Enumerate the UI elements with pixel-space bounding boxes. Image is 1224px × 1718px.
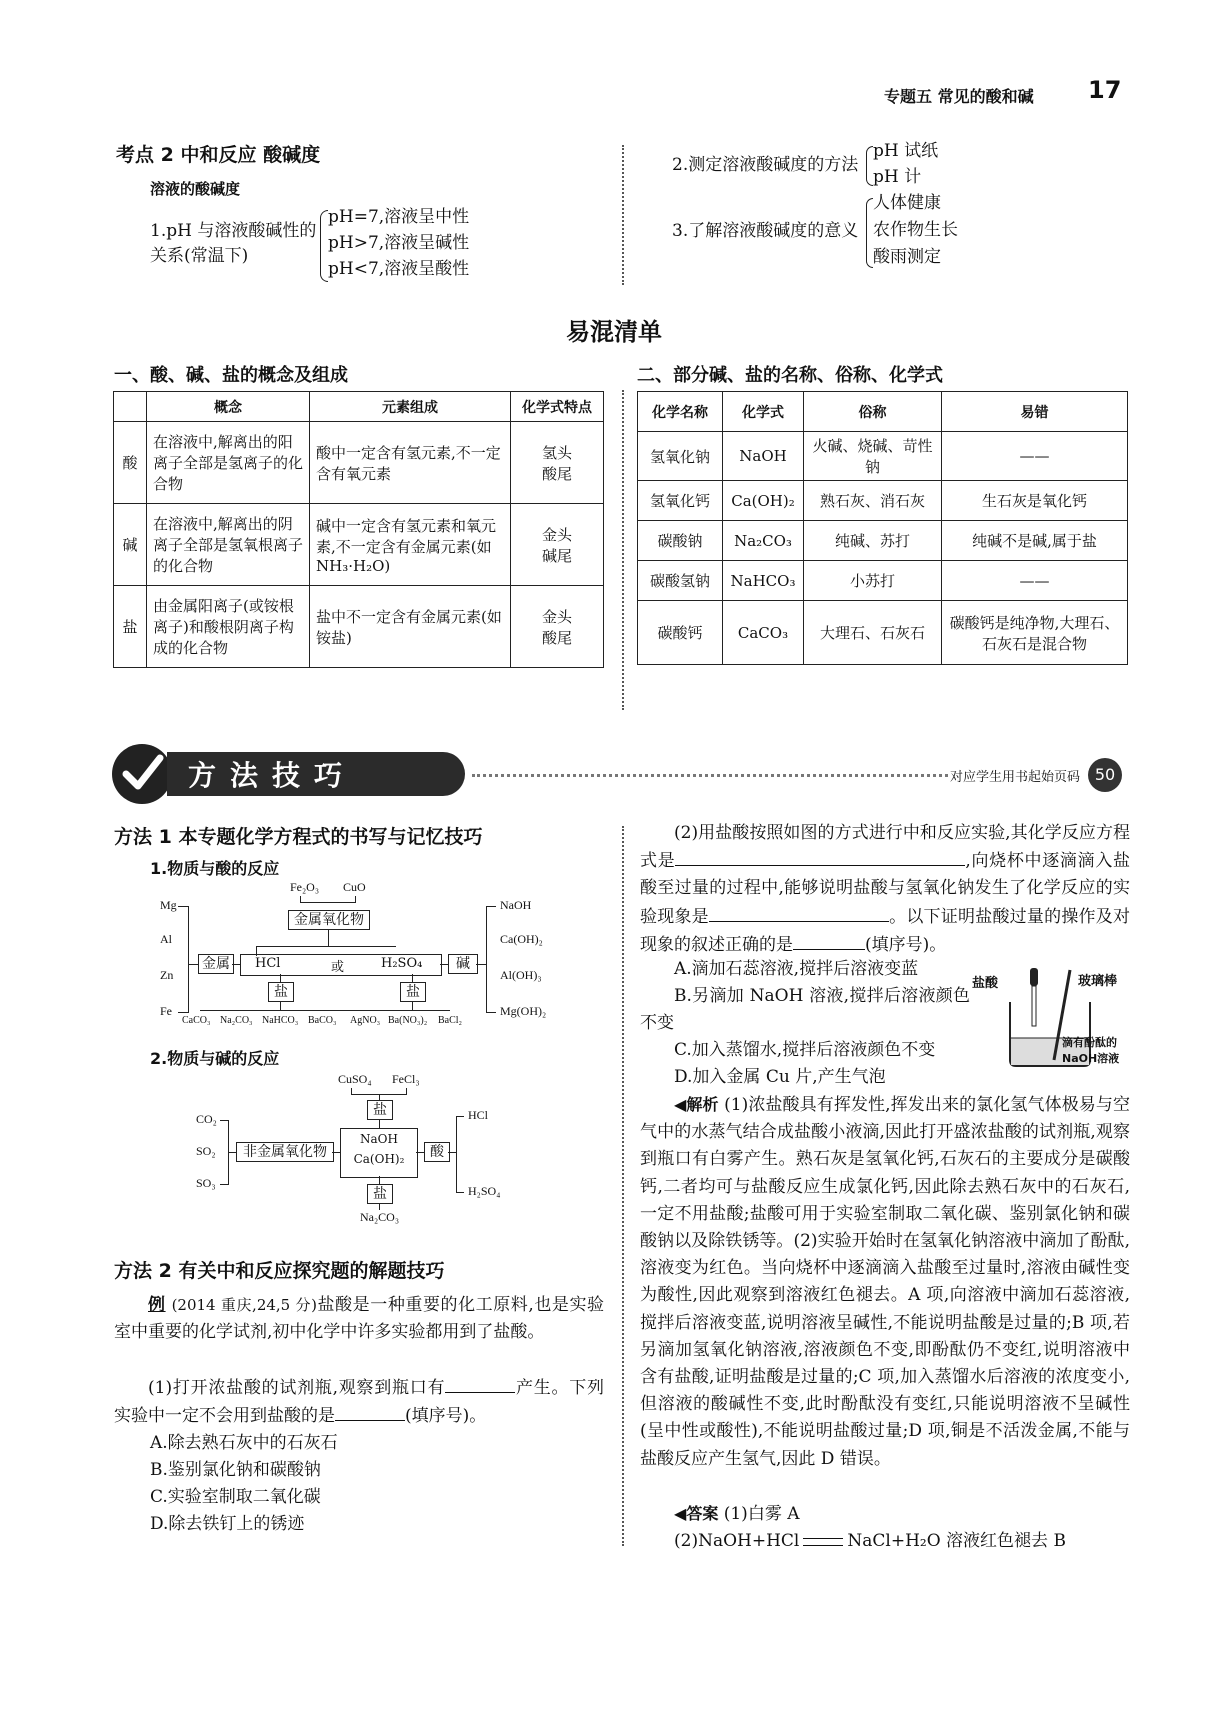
ph-meter: pH 计 xyxy=(873,167,922,187)
col-header: 俗称 xyxy=(804,392,942,432)
salt-box: 盐 xyxy=(268,982,294,1002)
method-banner xyxy=(112,738,1122,798)
method1-sub1: 1.物质与酸的反应 xyxy=(150,859,280,878)
example-source: (2014 重庆,24,5 分) xyxy=(171,1296,317,1314)
top-fecl3: FeCl₃ xyxy=(392,1072,420,1086)
page-number: 17 xyxy=(1088,76,1122,104)
option-a: A.除去熟石灰中的石灰石 xyxy=(150,1433,338,1453)
beaker-figure xyxy=(970,960,1130,1070)
ph-neutral: pH=7,溶液呈中性 xyxy=(328,207,470,227)
row-name: 盐 xyxy=(114,586,147,668)
salt-agno3: AgNO₃ xyxy=(350,1015,381,1026)
left-so2: SO₂ xyxy=(196,1144,216,1158)
cell: 氢氧化钙 xyxy=(638,481,723,521)
brace xyxy=(320,210,328,282)
base-mgoh2: Mg(OH)₂ xyxy=(500,1004,547,1018)
cell: 纯碱不是碱,属于盐 xyxy=(942,521,1128,561)
cell: —— xyxy=(942,432,1128,481)
base-naoh: NaOH xyxy=(500,898,532,912)
analysis-label: ◀解析 xyxy=(674,1095,719,1114)
cell: 火碱、烧碱、苛性钠 xyxy=(804,432,942,481)
answer-line2 xyxy=(674,1528,1066,1555)
top-cuso4: CuSO₄ xyxy=(338,1072,372,1086)
feature-tail: 碱尾 xyxy=(541,546,572,565)
banner-title: 方法技巧 xyxy=(188,759,357,792)
acid-or: 或 xyxy=(331,960,345,975)
salt-table xyxy=(637,391,1128,665)
base-caoh2: Ca(OH)₂ xyxy=(500,932,543,946)
right-h2so4: H₂SO₄ xyxy=(468,1184,501,1198)
col-header: 元素组成 xyxy=(310,392,511,422)
q2-option-a: A.滴加石蕊溶液,搅拌后溶液变蓝 xyxy=(674,959,919,979)
label-hcl: 盐酸 xyxy=(972,976,999,991)
col-header: 概念 xyxy=(147,392,310,422)
cell: 大理石、石灰石 xyxy=(804,601,942,665)
metal-box: 金属 xyxy=(198,954,234,974)
answer2-b: NaCl+H₂O 溶液红色褪去 B xyxy=(847,1531,1066,1551)
q1-part: (填序号)。 xyxy=(405,1406,487,1427)
check-icon xyxy=(112,744,172,804)
analysis-text: (1)浓盐酸具有挥发性,挥发出来的氯化氢气体极易与空气中的水蒸气结合成盐酸小液滴,因此打开盛浓盐酸的试剂瓶,观察到瓶口有白雾产生。熟石灰是氢氧化钙,石灰石的主要成分是碳酸钙,二者均可与盐酸反应生成氯化钙,因此除去熟石灰中的石灰石,一定不用盐酸;盐酸可用于实验室制取二氧化碳、鉴别氯化钠和碳酸钠以及除铁锈等。(2)实验开始时在氢氧化钠溶液中滴加了酚酞,溶液变为红色。当向烧杯中逐滴滴入盐酸至过量时,溶液由碱性变为酸性,因此观察到溶液红色褪去。A 项,向溶液中滴加石蕊溶液,搅拌后溶液变蓝,说明溶液呈碱性,不能说明盐酸是过量的;B 项,若另滴加氢氧化钠溶液,溶液颜色不变,即酚酞仍不变红,说明溶液中含有盐酸,证明盐酸是过量的;C 项,加入蒸馏水后溶液的浓度变小,但溶液的酸碱性不变,此时酚酞没有变红,只能说明溶液不呈碱性(呈中性或酸性),不能说明盐酸过量;D 项,铜是不活泼金属,不能与盐酸反应产生氢气,因此 D 错误。 xyxy=(640,1095,1131,1469)
cell: 碳酸钠 xyxy=(638,521,723,561)
column-divider-mid xyxy=(622,390,624,710)
cell: 氢氧化钠 xyxy=(638,432,723,481)
ph-relation-label-2: 关系(常温下) xyxy=(150,246,249,266)
base-center-box xyxy=(340,1128,418,1178)
feature-head: 氢头 xyxy=(541,443,572,462)
answer-label: 答案 xyxy=(686,1504,719,1523)
method1-sub2: 2.物质与碱的反应 xyxy=(150,1049,280,1068)
col-header: 化学式 xyxy=(723,392,804,432)
option-c: C.实验室制取二氧化碳 xyxy=(150,1487,321,1507)
salt-bano32: Ba(NO₃)₂ xyxy=(388,1015,428,1026)
oxide-cuo: CuO xyxy=(343,880,366,894)
section-title: 易混清单 xyxy=(566,318,662,346)
cell: CaCO₃ xyxy=(723,601,804,665)
right-hcl: HCl xyxy=(468,1108,489,1122)
base-aloh3: Al(OH)₃ xyxy=(500,968,542,982)
cell: 生石灰是氧化钙 xyxy=(942,481,1128,521)
oxide-fe2o3: Fe₂O₃ xyxy=(290,880,320,894)
center-caoh2: Ca(OH)₂ xyxy=(353,1152,405,1166)
metal-oxide-box: 金属氧化物 xyxy=(288,910,370,930)
bottom-na2co3: Na₂CO₃ xyxy=(360,1210,400,1224)
row-concept: 在溶液中,解离出的阴离子全部是氢氧根离子的化合物 xyxy=(147,504,310,586)
meaning-label: 3.了解溶液酸碱度的意义 xyxy=(672,221,859,241)
row-elements: 碱中一定含有氢元素和氧元素,不一定含有金属元素(如 NH₃·H₂O) xyxy=(310,504,511,586)
acid-h2so4: H₂SO₄ xyxy=(381,956,423,971)
q2-part: (填序号)。 xyxy=(865,934,947,955)
meaning-crop: 农作物生长 xyxy=(873,220,958,240)
q2-option-c: C.加入蒸馏水,搅拌后溶液颜色不变 xyxy=(674,1040,936,1060)
option-b: B.鉴别氯化钠和碳酸钠 xyxy=(150,1460,321,1480)
answer2-a: (2)NaOH+HCl xyxy=(674,1531,800,1551)
feature-head: 金头 xyxy=(541,525,572,544)
cell: NaOH xyxy=(723,432,804,481)
metal-al: Al xyxy=(160,932,172,946)
left-table-title: 一、酸、碱、盐的概念及组成 xyxy=(114,365,348,386)
center-naoh: NaOH xyxy=(360,1132,398,1146)
metal-mg: Mg xyxy=(160,898,177,912)
analysis xyxy=(640,1091,1130,1473)
salt-box: 盐 xyxy=(367,1100,393,1120)
example-label: 例 xyxy=(148,1295,166,1315)
cell: Na₂CO₃ xyxy=(723,521,804,561)
metal-fe: Fe xyxy=(160,1004,172,1018)
column-divider-top xyxy=(622,145,624,285)
col-header: 化学式特点 xyxy=(511,392,604,422)
feature-tail: 酸尾 xyxy=(541,464,572,483)
left-so3: SO₃ xyxy=(196,1176,216,1190)
meaning-health: 人体健康 xyxy=(873,193,941,213)
right-table-title: 二、部分碱、盐的名称、俗称、化学式 xyxy=(637,365,943,386)
cell: 小苏打 xyxy=(804,561,942,601)
metal-zn: Zn xyxy=(160,968,174,982)
nonmetal-oxide-box: 非金属氧化物 xyxy=(236,1142,334,1162)
q2-part: ,向烧杯中逐滴滴入盐酸至过量的过程中,能够说明盐酸与氢氧化钠发生了化学反应的实验现象是 xyxy=(640,851,1131,927)
method1-title: 方法 1 本专题化学方程式的书写与记忆技巧 xyxy=(114,826,483,848)
salt-box: 盐 xyxy=(367,1184,393,1204)
answer-blank[interactable] xyxy=(793,931,865,950)
base-reaction-diagram xyxy=(196,1072,526,1242)
ph-paper: pH 试纸 xyxy=(873,141,939,161)
cell: 碳酸钙是纯净物,大理石、石灰石是混合物 xyxy=(942,601,1128,665)
question2 xyxy=(640,820,1130,959)
cell: 碳酸钙 xyxy=(638,601,723,665)
table-row xyxy=(638,561,1128,601)
q2-part: (2)用盐酸按照如图的方式进行中和反应实验,其化学反应方程式是 xyxy=(640,823,1130,872)
q2-option-d: D.加入金属 Cu 片,产生气泡 xyxy=(674,1067,886,1087)
salt-na2co3: Na₂CO₃ xyxy=(220,1015,253,1026)
table-row xyxy=(638,432,1128,481)
col-header: 化学名称 xyxy=(638,392,723,432)
cell: —— xyxy=(942,561,1128,601)
example-body: 盐酸是一种重要的化工原料,也是实验室中重要的化学试剂,初中化学中许多实验都用到了盐酸。 xyxy=(114,1295,605,1343)
table-row xyxy=(114,504,604,586)
table-row xyxy=(114,586,604,668)
cell: 熟石灰、消石灰 xyxy=(804,481,942,521)
ph-basic: pH>7,溶液呈碱性 xyxy=(328,233,470,253)
feature-tail: 酸尾 xyxy=(541,628,572,647)
cell: 纯碱、苏打 xyxy=(804,521,942,561)
table-row xyxy=(638,601,1128,665)
cell: 碳酸氢钠 xyxy=(638,561,723,601)
ph-relation-label: 1.pH 与溶液酸碱性的 xyxy=(150,221,317,241)
q2-part: 。以下证明盐酸过量的操作及对现象的叙述正确的是 xyxy=(640,906,1131,955)
question1 xyxy=(114,1374,604,1430)
answer-blank[interactable] xyxy=(709,903,889,922)
base-box: 碱 xyxy=(448,954,478,974)
column-divider-bottom xyxy=(622,826,624,1546)
table-row xyxy=(638,521,1128,561)
salt-baco3: BaCO₃ xyxy=(308,1015,337,1026)
answer1: (1)白雾 A xyxy=(723,1504,800,1524)
row-name: 碱 xyxy=(114,504,147,586)
concept-table xyxy=(113,391,604,668)
cell: Ca(OH)₂ xyxy=(723,481,804,521)
row-elements: 酸中一定含有氢元素,不一定含有氧元素 xyxy=(310,422,511,504)
label-naoh: NaOH溶液 xyxy=(1062,1052,1120,1065)
brace xyxy=(866,198,873,268)
label-phenol: 滴有酚酞的 xyxy=(1062,1036,1117,1049)
kaodian-title: 考点 2 中和反应 酸碱度 xyxy=(116,144,321,166)
brace xyxy=(866,146,873,186)
method2-title: 方法 2 有关中和反应探究题的解题技巧 xyxy=(114,1260,445,1282)
acid-hcl: HCl xyxy=(255,956,281,971)
meaning-acidrain: 酸雨测定 xyxy=(873,247,941,267)
acid-reaction-diagram xyxy=(160,880,580,1040)
col-header: 易错 xyxy=(942,392,1128,432)
ref-page-badge: 50 xyxy=(1088,758,1122,792)
table-row xyxy=(638,481,1128,521)
salt-caco3: CaCO₃ xyxy=(182,1015,211,1026)
left-co2: CO₂ xyxy=(196,1112,217,1126)
answer-blank[interactable] xyxy=(445,1374,515,1393)
answer-blank[interactable] xyxy=(335,1402,405,1421)
ph-acidic: pH<7,溶液呈酸性 xyxy=(328,259,470,279)
q1-part: (1)打开浓盐酸的试剂瓶,观察到瓶口有 xyxy=(148,1378,446,1398)
acid-bar xyxy=(240,954,442,976)
row-concept: 在溶液中,解离出的阳离子全部是氢离子的化合物 xyxy=(147,422,310,504)
kaodian-subtitle: 溶液的酸碱度 xyxy=(150,180,241,198)
acid-box: 酸 xyxy=(424,1142,450,1162)
q1-part: 产生。下列实验中一定不会用到盐酸的是 xyxy=(114,1378,605,1427)
example-text xyxy=(114,1292,604,1346)
row-concept: 由金属阳离子(或铵根离子)和酸根阴离子构成的化合物 xyxy=(147,586,310,668)
cell: NaHCO₃ xyxy=(723,561,804,601)
label-glass-rod: 玻璃棒 xyxy=(1078,974,1118,989)
table-row xyxy=(114,422,604,504)
row-name: 酸 xyxy=(114,422,147,504)
option-d: D.除去铁钉上的锈迹 xyxy=(150,1514,305,1534)
equals-sign xyxy=(803,1538,843,1546)
ref-text: 对应学生用书起始页码 xyxy=(950,770,1081,785)
q2-option-b: B.另滴加 NaOH 溶液,搅拌后溶液颜色不变 xyxy=(640,986,970,1034)
salt-box: 盐 xyxy=(400,982,426,1002)
answer-blank[interactable] xyxy=(675,847,965,866)
running-header: 专题五 常见的酸和碱 xyxy=(884,87,1034,106)
method-label: 2.测定溶液酸碱度的方法 xyxy=(672,155,859,175)
answer-line1: ◀答案 (1)白雾 A xyxy=(674,1504,800,1524)
salt-nahco3: NaHCO₃ xyxy=(262,1015,299,1026)
salt-bacl2: BaCl₂ xyxy=(438,1015,463,1026)
row-elements: 盐中不一定含有金属元素(如铵盐) xyxy=(310,586,511,668)
feature-head: 金头 xyxy=(541,607,572,626)
